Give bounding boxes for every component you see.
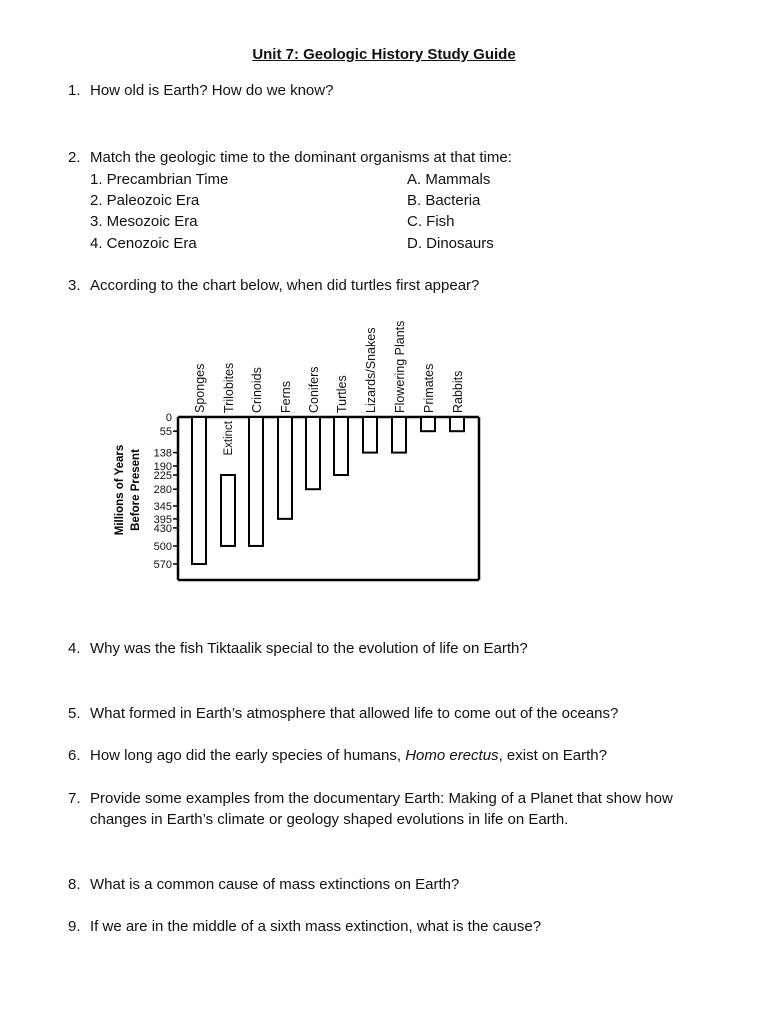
question-number: 2. xyxy=(68,149,81,166)
question-6 xyxy=(68,745,607,766)
question-text: Match the geologic time to the dominant organisms at that time: xyxy=(90,149,512,166)
question-text xyxy=(90,745,730,766)
question-text: Provide some examples from the documentary Earth: Making of a Planet that show how changes in Earth’s climate or geology shaped evolutions in life on Earth. xyxy=(90,790,673,828)
question-number: 9. xyxy=(68,918,81,935)
bar-trilobites xyxy=(221,475,235,546)
match-left-3: 3. Mesozoic Era xyxy=(90,213,198,230)
question-number: 4. xyxy=(68,640,81,657)
y-tick-label: 55 xyxy=(159,426,172,439)
question-text-before: How long ago did the early species of humans, xyxy=(90,747,406,764)
match-right-d: D. Dinosaurs xyxy=(407,235,494,252)
match-right-c: C. Fish xyxy=(407,213,455,230)
question-4 xyxy=(68,638,528,659)
match-right-b: B. Bacteria xyxy=(407,192,481,209)
bar-sponges xyxy=(192,417,206,564)
match-left-4: 4. Cenozoic Era xyxy=(90,235,197,252)
category-label: Crinoids xyxy=(250,367,264,413)
match-left-1: 1. Precambrian Time xyxy=(90,171,229,188)
question-number: 1. xyxy=(68,82,81,99)
question-text-after: , exist on Earth? xyxy=(498,747,607,764)
bar-ferns xyxy=(278,417,292,519)
question-8 xyxy=(68,874,460,895)
y-axis-label: Before Present xyxy=(130,449,142,531)
question-text: What formed in Earth’s atmosphere that allowed life to come out of the oceans? xyxy=(90,705,619,722)
question-2 xyxy=(68,147,512,168)
match-left-2: 2. Paleozoic Era xyxy=(90,192,200,209)
question-text: What is a common cause of mass extinctions on Earth? xyxy=(90,876,460,893)
bar-conifers xyxy=(306,417,320,489)
question-5 xyxy=(68,703,619,724)
y-tick-label: 280 xyxy=(153,484,172,497)
category-label: Flowering Plants xyxy=(393,320,407,413)
page-title: Unit 7: Geologic History Study Guide xyxy=(252,46,516,63)
bar-turtles xyxy=(334,417,348,475)
category-label: Sponges xyxy=(193,363,207,413)
category-label: Turtles xyxy=(335,375,349,413)
y-axis-label: Millions of Years xyxy=(114,444,126,536)
y-tick-label: 225 xyxy=(153,470,172,483)
question-number: 7. xyxy=(68,790,81,807)
question-1 xyxy=(68,80,334,101)
category-label: Ferns xyxy=(279,381,293,413)
extinct-annotation: Extinct xyxy=(223,421,235,456)
category-label: Conifers xyxy=(307,366,321,413)
category-label: Lizards/Snakes xyxy=(364,327,378,413)
y-tick-label: 500 xyxy=(153,540,172,553)
y-tick-label: 570 xyxy=(153,559,172,571)
category-label: Primates xyxy=(422,363,436,413)
y-tick-label: 395 xyxy=(153,513,172,526)
geologic-time-chart xyxy=(0,295,768,595)
question-7 xyxy=(68,788,673,828)
species-name: Homo erectus xyxy=(405,747,499,764)
category-label: Trilobites xyxy=(222,362,236,413)
match-right-a: A. Mammals xyxy=(407,171,491,188)
question-text: Why was the fish Tiktaalik special to the evolution of life on Earth? xyxy=(90,640,528,657)
y-tick-label: 0 xyxy=(165,412,172,424)
bar-crinoids xyxy=(249,417,263,546)
question-number: 5. xyxy=(68,705,81,722)
bar-lizards-snakes xyxy=(363,417,377,453)
bar-flowering-plants xyxy=(392,417,406,453)
question-9 xyxy=(68,916,542,937)
bar-rabbits xyxy=(450,417,464,431)
y-tick-label: 345 xyxy=(153,500,172,513)
question-number: 8. xyxy=(68,876,81,893)
question-number: 3. xyxy=(68,277,81,294)
question-text: If we are in the middle of a sixth mass extinction, what is the cause? xyxy=(90,918,542,935)
category-label: Rabbits xyxy=(451,370,465,413)
question-text: How old is Earth? How do we know? xyxy=(90,82,334,99)
y-tick-label: 190 xyxy=(153,461,172,473)
question-number: 6. xyxy=(68,747,81,764)
bar-primates xyxy=(421,417,435,431)
y-tick-label: 430 xyxy=(153,522,172,535)
question-text: According to the chart below, when did turtles first appear? xyxy=(90,277,480,294)
question-3 xyxy=(68,275,480,296)
y-tick-label: 138 xyxy=(153,447,172,460)
